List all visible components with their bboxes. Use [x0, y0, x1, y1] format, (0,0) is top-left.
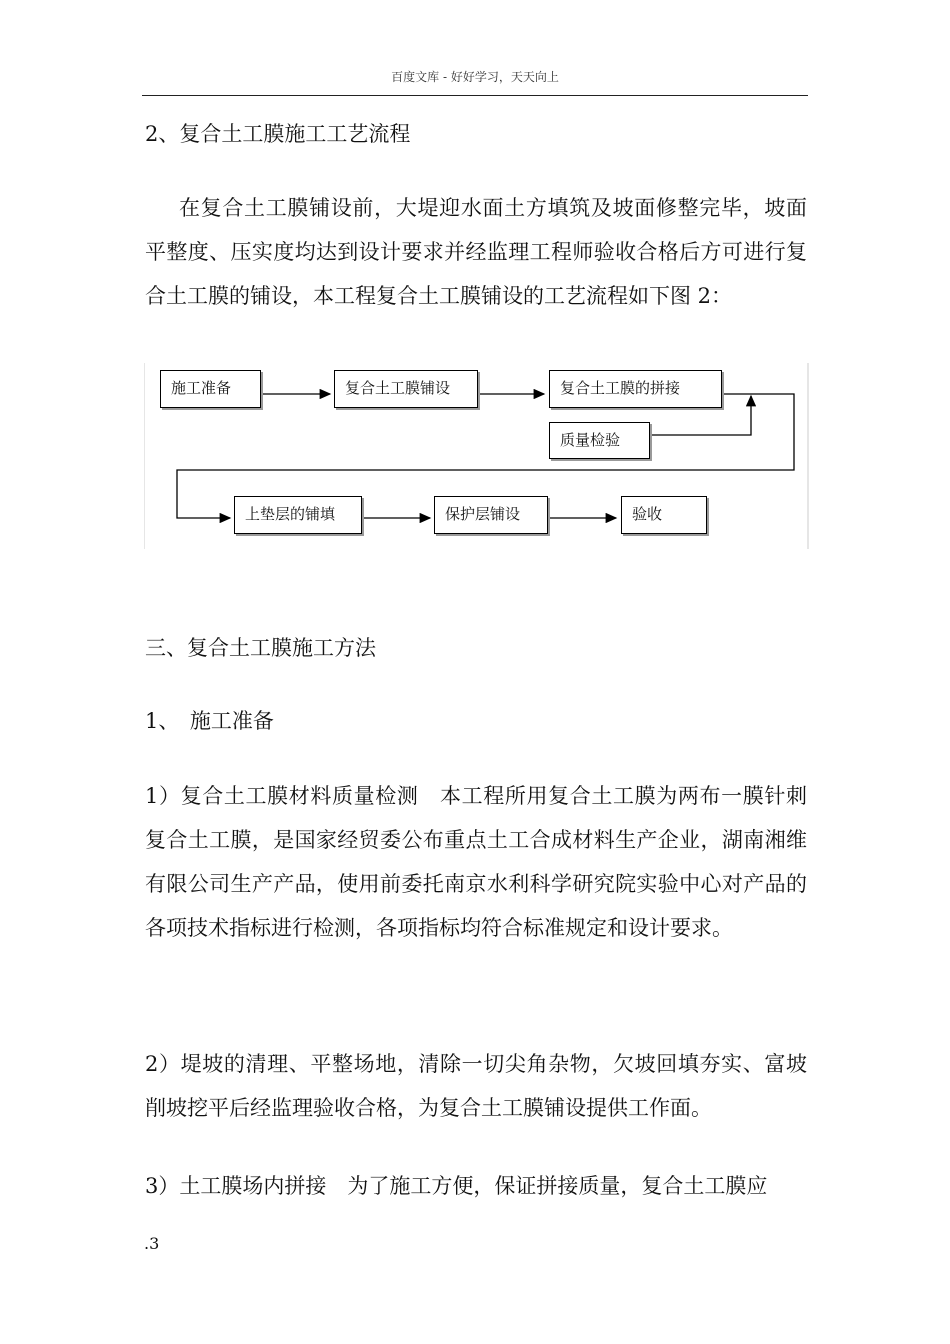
flow-box-protective-layer: 保护层铺设 [434, 496, 548, 534]
section-2-heading: 2、复合土工膜施工工艺流程 [145, 122, 411, 146]
intro-paragraph: 在复合土工膜铺设前，大堤迎水面土方填筑及坡面修整完毕，坡面平整度、压实度均达到设计要求并经监理工程师验收合格后方可进行复合土工膜的铺设，本工程复合土工膜铺设的工艺流程如下图 2： [145, 196, 807, 308]
section-3-heading: 三、复合土工膜施工方法 [145, 636, 376, 660]
process-flowchart [144, 363, 809, 549]
page-number: .3 [144, 1234, 160, 1253]
page-header: 百度文库 - 好好学习，天天向上 [391, 70, 559, 84]
flow-box-upper-cushion-fill: 上垫层的铺填 [234, 496, 362, 534]
flow-box-quality-inspection: 质量检验 [549, 422, 650, 459]
paragraph-3: 3）土工膜场内拼接 为了施工方便，保证拼接质量，复合土工膜应 [145, 1174, 768, 1198]
flow-box-construction-prep: 施工准备 [160, 370, 261, 408]
flow-box-membrane-laying: 复合土工膜铺设 [334, 370, 478, 408]
subsection-1-heading: 1、 施工准备 [145, 709, 274, 733]
paragraph-1: 1）复合土工膜材料质量检测 本工程所用复合土工膜为两布一膜针刺复合土工膜，是国家经贸委公布重点土工合成材料生产企业，湖南湘维有限公司生产产品，使用前委托南京水利科学研究院实验中心对产品的各项技术指标进行检测，各项指标均符合标准规定和设计要求。 [145, 784, 807, 940]
flow-box-membrane-splicing: 复合土工膜的拼接 [549, 370, 722, 408]
header-rule [142, 95, 808, 96]
flow-box-acceptance: 验收 [621, 496, 707, 534]
paragraph-2: 2）堤坡的清理、平整场地，清除一切尖角杂物，欠坡回填夯实、富坡削坡挖平后经监理验收合格，为复合土工膜铺设提供工作面。 [145, 1052, 807, 1120]
